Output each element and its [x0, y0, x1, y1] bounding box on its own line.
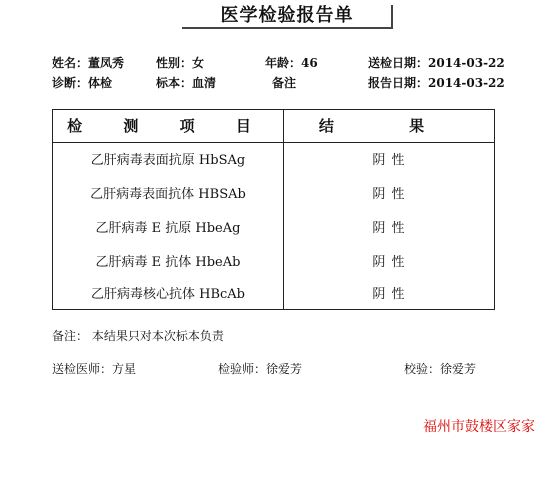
report-date: 报告日期：2014-03-22	[368, 76, 505, 90]
table-row-item: 乙肝病毒表面抗体 HBSAb	[90, 187, 246, 202]
table-header-result: 结 果	[318, 117, 460, 135]
send-date: 送检日期：2014-03-22	[368, 56, 505, 70]
remark-label: 备注	[272, 76, 297, 90]
patient-gender: 性别：女	[156, 56, 205, 70]
result-table	[52, 109, 495, 310]
checker-name: 校验：徐爱芳	[404, 362, 477, 376]
table-header-item: 检 测 项 目	[67, 117, 269, 135]
title-underline	[182, 27, 391, 29]
table-row-result: 阴 性	[372, 255, 406, 270]
sample-type: 标本：血清	[156, 76, 217, 90]
patient-name: 姓名：董凤秀	[52, 56, 125, 70]
diagnosis: 诊断：体检	[52, 76, 113, 90]
table-row-item: 乙肝病毒 E 抗体 HbeAb	[95, 255, 241, 270]
table-row-result: 阴 性	[372, 187, 406, 202]
send-doctor: 送检医师：方星	[52, 362, 137, 376]
table-row-result: 阴 性	[372, 287, 406, 302]
title-side-line	[391, 5, 393, 29]
red-stamp-text: 福州市鼓楼区家家	[423, 419, 535, 435]
tester-name: 检验师：徐爱芳	[218, 362, 303, 376]
report-title: 医学检验报告单	[220, 5, 354, 26]
table-row-item: 乙肝病毒核心抗体 HBcAb	[90, 287, 245, 302]
patient-age: 年龄：46	[265, 56, 318, 70]
table-divider-header	[53, 142, 494, 143]
table-row-result: 阴 性	[372, 153, 406, 168]
report-note: 备注： 本结果只对本次标本负责	[52, 329, 224, 343]
table-row-item: 乙肝病毒 E 抗原 HbeAg	[95, 221, 241, 236]
table-row-item: 乙肝病毒表面抗原 HbSAg	[90, 153, 246, 168]
table-row-result: 阴 性	[372, 221, 406, 236]
